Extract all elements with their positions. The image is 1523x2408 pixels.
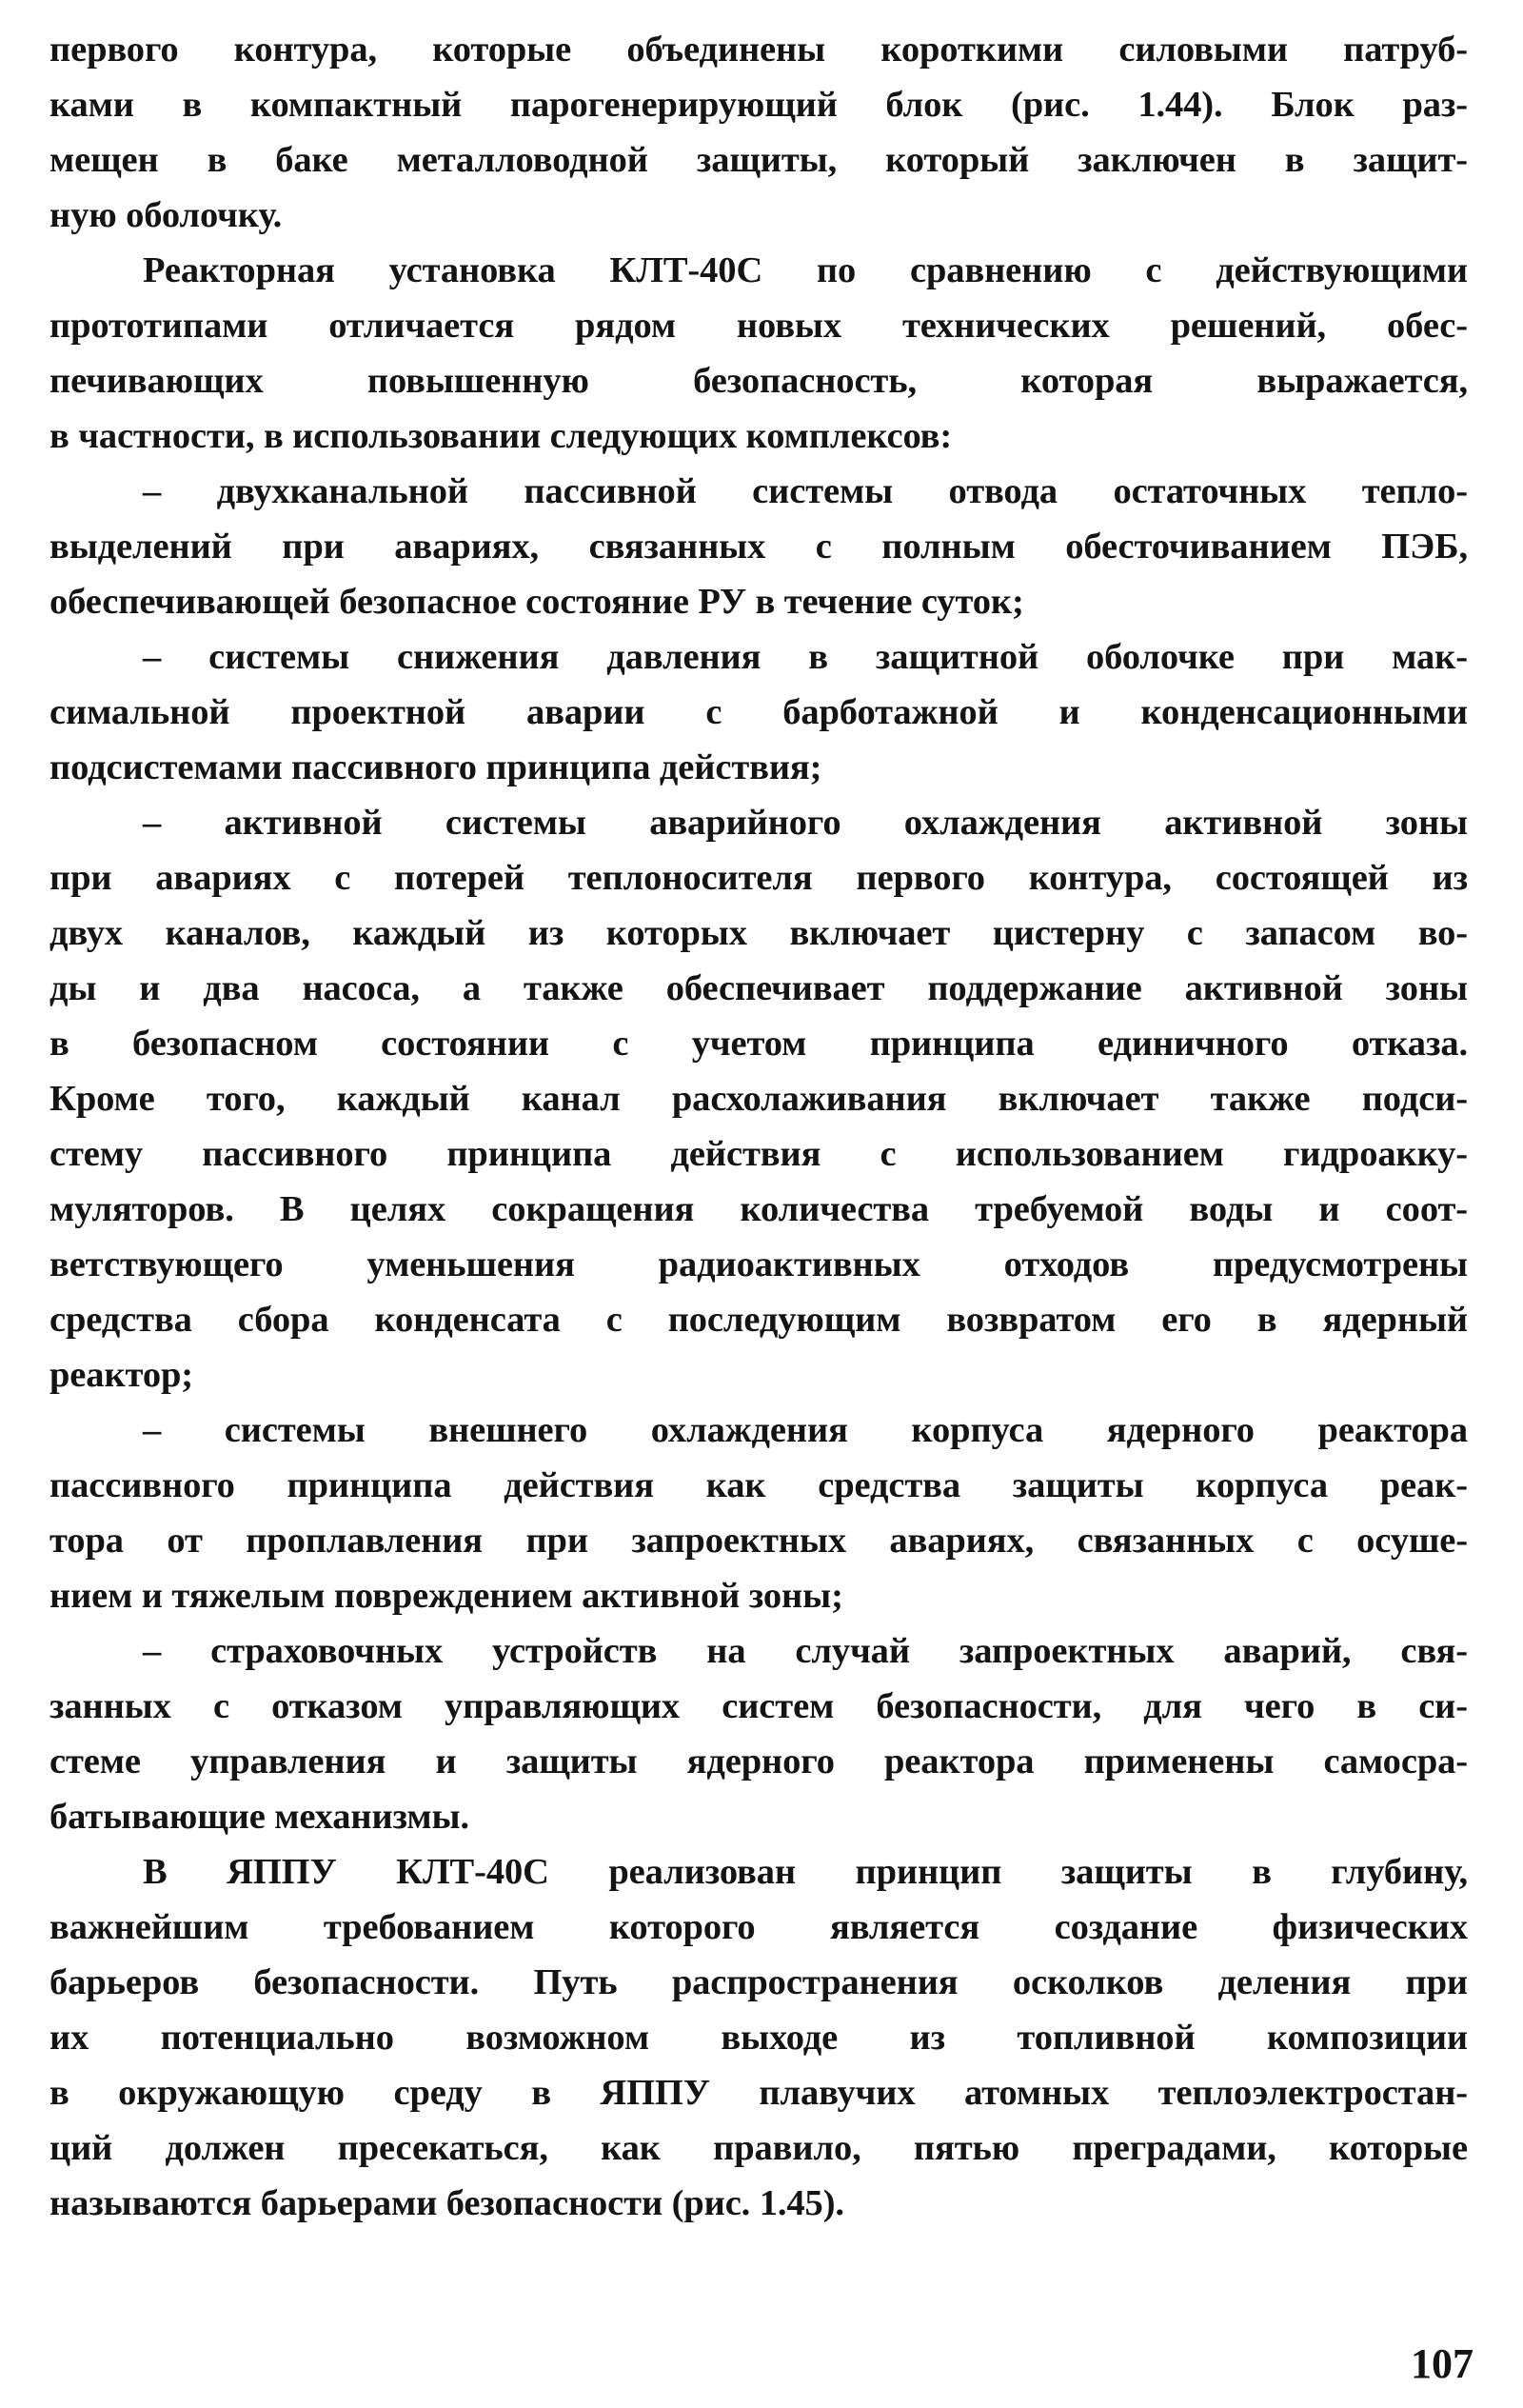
text-line: – системы снижения давления в защитной оболочке при мак- bbox=[143, 637, 1468, 677]
text-line: ками в компактный парогенерирующий блок (рис. 1.44). Блок раз- bbox=[49, 85, 1468, 125]
text-line: их потенциально возможном выходе из топливной композиции bbox=[49, 2018, 1468, 2058]
text-line: нием и тяжелым повреждением активной зоны; bbox=[49, 1576, 843, 1616]
text-line: двух каналов, каждый из которых включает цистерну с запасом во- bbox=[49, 913, 1468, 953]
text-line: ветствующего уменьшения радиоактивных отходов предусмотрены bbox=[49, 1244, 1468, 1284]
text-line: В ЯППУ КЛТ-40С реализован принцип защиты в глубину, bbox=[143, 1852, 1468, 1892]
text-line: при авариях с потерей теплоносителя первого контура, состоящей из bbox=[49, 858, 1468, 898]
text-line: в безопасном состоянии с учетом принципа единичного отказа. bbox=[49, 1024, 1468, 1064]
text-line: подсистемами пассивного принципа действия; bbox=[49, 747, 822, 787]
text-line: барьеров безопасности. Путь распространения осколков деления при bbox=[49, 1962, 1468, 2002]
text-line: называются барьерами безопасности (рис. 1.45). bbox=[49, 2183, 844, 2223]
page-number: 107 bbox=[1411, 2340, 1474, 2387]
text-line: ды и два насоса, а также обеспечивает поддержание активной зоны bbox=[49, 968, 1468, 1008]
text-line: занных с отказом управляющих систем безопасности, для чего в си- bbox=[49, 1686, 1468, 1726]
text-line: прототипами отличается рядом новых технических решений, обес- bbox=[49, 306, 1468, 346]
text-line: стему пассивного принципа действия с использованием гидроакку- bbox=[49, 1134, 1468, 1174]
text-line: первого контура, которые объединены короткими силовыми патруб- bbox=[49, 30, 1468, 70]
text-line: Кроме того, каждый канал расхолаживания включает также подси- bbox=[49, 1079, 1468, 1119]
text-line: – двухканальной пассивной системы отвода остаточных тепло- bbox=[143, 471, 1468, 511]
text-line: Реакторная установка КЛТ-40С по сравнению с действующими bbox=[143, 250, 1468, 290]
text-line: – активной системы аварийного охлаждения активной зоны bbox=[143, 803, 1468, 843]
text-line: обеспечивающей безопасное состояние РУ в течение суток; bbox=[49, 582, 1024, 622]
text-line: батывающие механизмы. bbox=[49, 1797, 469, 1837]
text-line: ную оболочку. bbox=[49, 195, 283, 235]
text-line: в частности, в использовании следующих комплексов: bbox=[49, 416, 953, 456]
text-line: ций должен пресекаться, как правило, пятью преградами, которые bbox=[49, 2128, 1468, 2168]
text-line: – страховочных устройств на случай запроектных аварий, свя- bbox=[143, 1631, 1468, 1671]
text-line: симальной проектной аварии с барботажной и конденсационными bbox=[49, 692, 1468, 732]
text-line: реактор; bbox=[49, 1355, 194, 1395]
text-line: выделений при авариях, связанных с полным обесточиванием ПЭБ, bbox=[49, 527, 1468, 567]
text-line: – системы внешнего охлаждения корпуса ядерного реактора bbox=[143, 1410, 1468, 1450]
text-line: муляторов. В целях сокращения количества требуемой воды и соот- bbox=[49, 1189, 1468, 1229]
text-line: важнейшим требованием которого является создание физических bbox=[49, 1907, 1468, 1947]
text-line: тора от проплавления при запроектных авариях, связанных с осуше- bbox=[49, 1521, 1468, 1561]
text-line: средства сбора конденсата с последующим возвратом его в ядерный bbox=[49, 1300, 1468, 1340]
text-line: печивающих повышенную безопасность, которая выражается, bbox=[49, 361, 1468, 401]
text-line: в окружающую среду в ЯППУ плавучих атомных теплоэлектростан- bbox=[49, 2073, 1468, 2113]
text-line: стеме управления и защиты ядерного реактора применены самосра- bbox=[49, 1741, 1468, 1781]
text-line: пассивного принципа действия как средства защиты корпуса реак- bbox=[49, 1465, 1468, 1505]
text-line: мещен в баке металловодной защиты, который заключен в защит- bbox=[49, 140, 1468, 180]
